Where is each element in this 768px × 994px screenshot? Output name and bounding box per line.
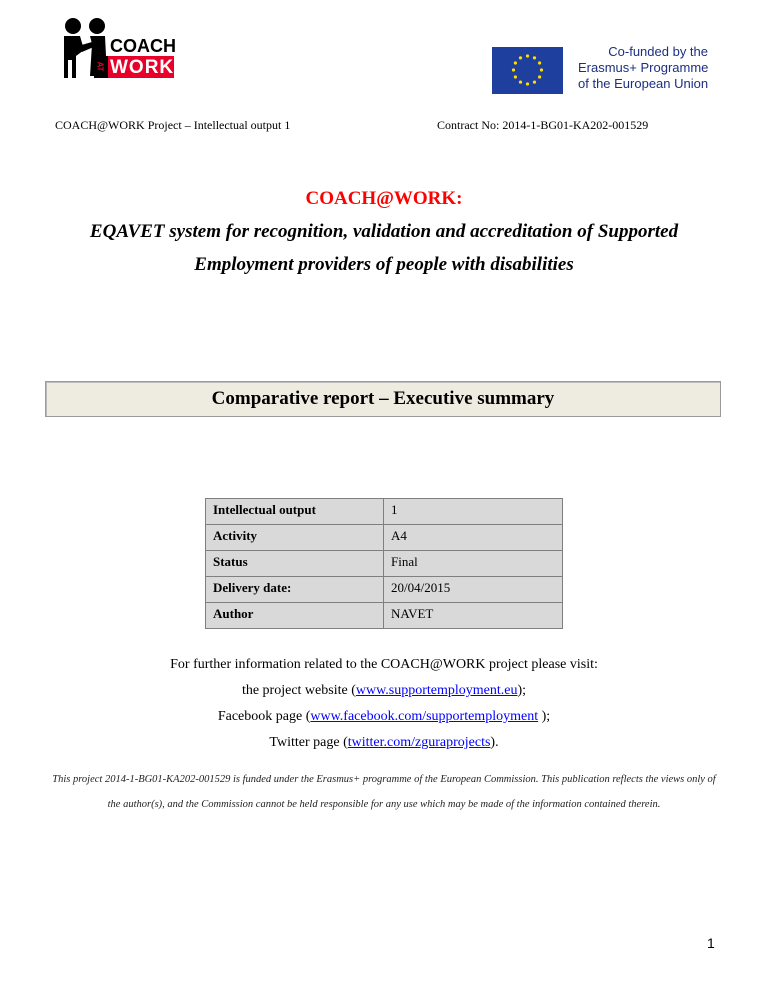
funding-disclaimer: This project 2014-1-BG01-KA202-001529 is funded under the Erasmus+ programme of the European Commission. This publication reflects the views only of the author(s), and the Commission cannot be held responsible for any use which may be made of the information contained therein.: [52, 774, 716, 810]
website-suffix: );: [517, 683, 527, 698]
table-key: Status: [206, 551, 384, 577]
table-row: [206, 551, 563, 577]
facebook-prefix: Facebook page (: [217, 709, 311, 724]
eu-text-line: of the European Union: [578, 76, 709, 91]
twitter-line: [0, 730, 768, 756]
twitter-prefix: Twitter page (: [269, 735, 348, 750]
table-key: Author: [206, 603, 384, 629]
report-type-label: Comparative report – Executive summary: [211, 388, 555, 409]
header-contract: Contract No: 2014-1-BG01-KA202-001529: [437, 118, 649, 132]
table-row: [206, 577, 563, 603]
eu-text-line: Erasmus+ Programme: [578, 60, 709, 75]
facebook-link[interactable]: www.facebook.com/supportemployment: [310, 709, 539, 724]
facebook-line: [0, 704, 768, 730]
document-subtitle-line2: Employment providers of people with disabilities: [194, 254, 574, 275]
further-info-section: [0, 652, 768, 756]
table-key: Intellectual output: [206, 499, 384, 525]
table-value: 20/04/2015: [384, 577, 563, 603]
logo-word-coach: COACH: [110, 36, 176, 56]
logo-badge-at: AT: [95, 61, 105, 72]
table-row: [206, 603, 563, 629]
page-number: 1: [707, 935, 715, 951]
table-value: A4: [384, 525, 563, 551]
eu-text-line: Co-funded by the: [608, 44, 708, 59]
further-info-intro: For further information related to the COACH@WORK project please visit:: [170, 657, 598, 672]
table-value: Final: [384, 551, 563, 577]
table-value: NAVET: [384, 603, 563, 629]
document-title: COACH@WORK:: [305, 188, 463, 209]
table-row: [206, 499, 563, 525]
coach-at-work-logo: [52, 12, 176, 80]
facebook-suffix: );: [538, 709, 551, 724]
table-key: Delivery date:: [206, 577, 384, 603]
document-info-table: [205, 498, 563, 629]
report-type-box: [45, 381, 721, 417]
header-project: COACH@WORK Project – Intellectual output 1: [55, 118, 291, 132]
twitter-suffix: ).: [490, 735, 499, 750]
logo-word-work: WORK: [110, 57, 175, 78]
twitter-link[interactable]: twitter.com/zguraprojects: [347, 735, 491, 750]
eu-flag-icon: [492, 47, 563, 94]
website-prefix: the project website (: [241, 683, 356, 698]
eu-erasmus-logo: [490, 40, 709, 96]
table-key: Activity: [206, 525, 384, 551]
table-row: [206, 525, 563, 551]
table-value: 1: [384, 499, 563, 525]
website-link[interactable]: www.supportemployment.eu: [355, 683, 518, 698]
website-line: [0, 678, 768, 704]
document-subtitle-line1: EQAVET system for recognition, validation and accreditation of Supported: [89, 221, 679, 242]
eu-cofunded-text: [578, 44, 708, 92]
